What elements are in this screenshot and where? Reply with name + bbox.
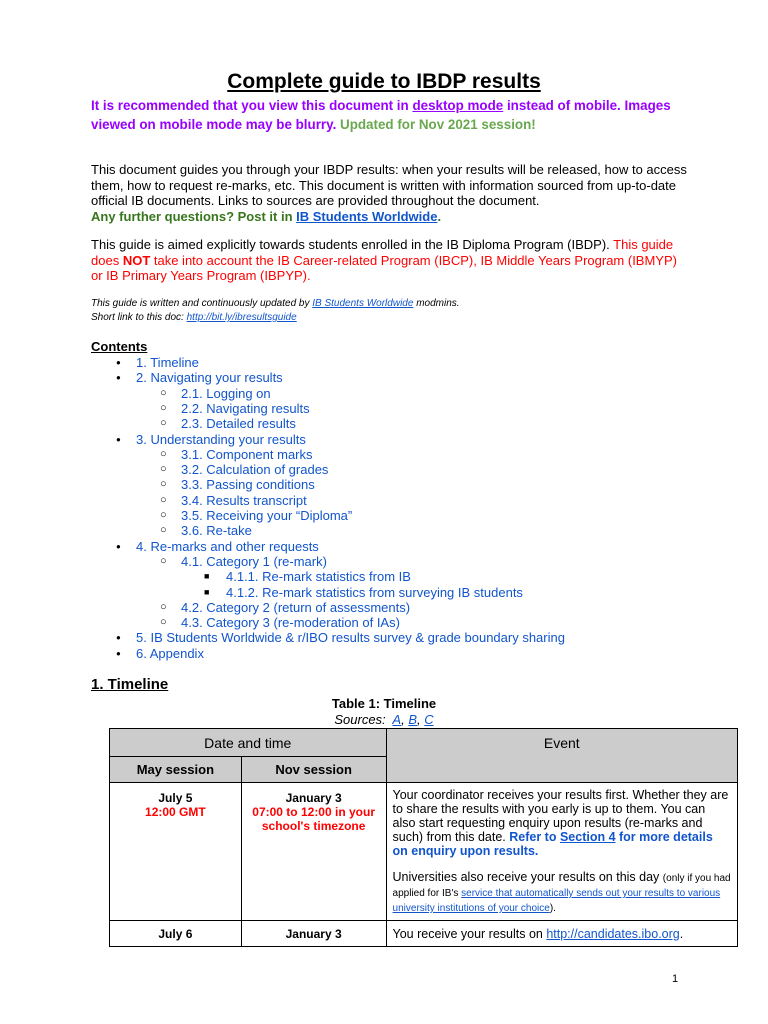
table-sources: Sources: A, B, C bbox=[334, 712, 434, 727]
header-date-time: Date and time bbox=[110, 729, 387, 757]
toc-bullet-icon: ■ bbox=[204, 571, 210, 582]
toc-link-item[interactable]: 3.4. Results transcript bbox=[181, 492, 307, 508]
view-warning bbox=[91, 96, 691, 134]
toc-link-item[interactable]: 2.2. Navigating results bbox=[181, 400, 310, 416]
toc-bullet-icon: ● bbox=[116, 358, 121, 367]
toc-bullet-icon: ● bbox=[116, 648, 121, 658]
toc-bullet-icon: ○ bbox=[160, 616, 167, 629]
row1-may-time: 12:00 GMT bbox=[145, 805, 206, 819]
credit-text-2: modmins. bbox=[413, 298, 460, 309]
page-number: 1 bbox=[672, 973, 679, 985]
row1-nov-date: January 3 bbox=[285, 791, 342, 805]
header-event: Event bbox=[386, 729, 737, 783]
sources-label: Sources: bbox=[334, 712, 386, 727]
table-caption: Table 1: Timeline bbox=[331, 696, 437, 711]
toc-bullet-icon: ○ bbox=[160, 509, 167, 521]
row2-event-text: You receive your results on bbox=[392, 926, 547, 941]
row2-may: July 6 bbox=[110, 921, 242, 947]
warning-text-2: instead of mobile. Images viewed on mobile mode may be blurry. bbox=[91, 98, 671, 132]
row1-more: for more details on enquiry upon results. bbox=[392, 830, 713, 858]
toc-link-item[interactable]: 3.2. Calculation of grades bbox=[181, 462, 329, 478]
timeline-table bbox=[109, 728, 738, 947]
row1-event-para-2 bbox=[393, 870, 731, 915]
toc-link-item[interactable]: 3.6. Re-take bbox=[181, 523, 252, 539]
row1-event bbox=[386, 783, 737, 921]
toc-link-item[interactable]: 4. Re-marks and other requests bbox=[136, 538, 319, 554]
candidates-ibo-link[interactable]: http://candidates.ibo.org bbox=[546, 926, 680, 941]
row1-small-text-2: ). bbox=[549, 903, 556, 914]
row1-event-text: Your coordinator receives your results first. Whether they are to share the results with you early is up to them. You can also start requesting enquiry upon results (re-marks and such) from this date. bbox=[392, 788, 729, 844]
table-row bbox=[110, 921, 738, 947]
toc-bullet-icon: ○ bbox=[160, 554, 167, 567]
toc-link-item[interactable]: 1. Timeline bbox=[136, 355, 199, 370]
section-1-heading: 1. Timeline bbox=[91, 676, 169, 693]
toc-bullet-icon: ● bbox=[116, 633, 121, 643]
questions-end: . bbox=[437, 208, 442, 224]
row1-event-text-2: Universities also receive your results on this day bbox=[392, 870, 663, 884]
row1-nov bbox=[241, 783, 386, 921]
header-may-session: May session bbox=[110, 757, 242, 783]
header-nov-session: Nov session bbox=[241, 757, 386, 783]
row1-may bbox=[110, 783, 242, 921]
doc-title: Complete guide to IBDP results bbox=[227, 70, 541, 93]
toc-link-item[interactable]: 3.5. Receiving your “Diploma” bbox=[181, 508, 353, 523]
source-link-b[interactable]: B bbox=[408, 712, 417, 727]
toc-link-item[interactable]: 3. Understanding your results bbox=[136, 431, 306, 447]
toc-link-item[interactable]: 3.1. Component marks bbox=[181, 446, 313, 462]
toc-bullet-icon: ○ bbox=[160, 600, 167, 613]
credit-link[interactable]: IB Students Worldwide bbox=[312, 298, 414, 309]
updated-note: Updated for Nov 2021 session! bbox=[340, 117, 536, 132]
toc-bullet-icon: ● bbox=[116, 541, 121, 551]
short-link-label: Short link to this doc: bbox=[91, 312, 187, 323]
toc-link-item[interactable]: 6. Appendix bbox=[136, 645, 204, 661]
toc-bullet-icon: ○ bbox=[160, 478, 167, 491]
source-link-c[interactable]: C bbox=[424, 712, 434, 727]
aim-text-3: take into account the IB Career-related Program (IBCP), IB Middle Years Program (IBMYP) or IB Primary Years Program (IBPYP). bbox=[91, 252, 677, 283]
toc-link-item[interactable]: 2.1. Logging on bbox=[181, 385, 271, 401]
aim-paragraph bbox=[91, 237, 691, 284]
toc-link-item[interactable]: 2. Navigating your results bbox=[136, 370, 283, 386]
toc-link-item[interactable]: 4.1.1. Re-mark statistics from IB bbox=[226, 569, 411, 585]
warning-text-1: It is recommended that you view this document in bbox=[91, 98, 413, 113]
row1-refer: Refer to bbox=[509, 830, 560, 844]
toc-link-item[interactable]: 3.3. Passing conditions bbox=[181, 477, 315, 493]
toc-bullet-icon: ○ bbox=[160, 386, 167, 399]
short-link-line bbox=[91, 311, 297, 324]
row2-event bbox=[386, 921, 737, 947]
credit-text-1: This guide is written and continuously updated by bbox=[91, 298, 313, 309]
toc-link-item[interactable]: 4.2. Category 2 (return of assessments) bbox=[181, 599, 411, 615]
ib-students-worldwide-link[interactable]: IB Students Worldwide bbox=[296, 208, 438, 224]
aim-text-2: This guide does bbox=[91, 237, 674, 268]
toc-bullet-icon: ○ bbox=[160, 493, 167, 506]
contents-heading: Contents bbox=[91, 339, 148, 354]
toc-bullet-icon: ○ bbox=[160, 463, 167, 476]
toc-link-item[interactable]: 4.3. Category 3 (re-moderation of IAs) bbox=[181, 615, 400, 631]
toc-link-item[interactable]: 5. IB Students Worldwide & r/IBO results survey & grade boundary sharing bbox=[136, 630, 565, 646]
intro-paragraph bbox=[91, 162, 691, 224]
credit-line bbox=[91, 297, 460, 310]
toc-bullet-icon: ● bbox=[116, 434, 121, 444]
toc-link-item[interactable]: 4.1.2. Re-mark statistics from surveying IB students bbox=[226, 584, 523, 600]
toc-bullet-icon: ○ bbox=[160, 401, 167, 414]
table-row bbox=[110, 783, 738, 921]
section-4-link[interactable]: Section 4 bbox=[559, 830, 616, 844]
aim-not: NOT bbox=[122, 252, 151, 268]
auto-send-service-link[interactable]: service that automatically sends out your results to various university institutions of your choice bbox=[392, 888, 721, 914]
row2-nov: January 3 bbox=[241, 921, 386, 947]
row1-may-date: July 5 bbox=[158, 791, 193, 805]
toc-bullet-icon: ● bbox=[116, 373, 121, 383]
intro-text: This document guides you through your IBDP results: when your results will be released, how to access them, how to request re-marks, etc. This document is written with information sourced from up-to-date official IB documents. Links to sources are provided throughout the document. bbox=[91, 162, 687, 208]
toc-link-item[interactable]: 2.3. Detailed results bbox=[181, 416, 296, 432]
row2-event-end: . bbox=[679, 926, 684, 941]
toc-bullet-icon: ○ bbox=[160, 524, 167, 537]
row1-event-para-1 bbox=[393, 788, 731, 858]
aim-text-1: This guide is aimed explicitly towards students enrolled in the IB Diploma Program (IBDP). bbox=[91, 237, 614, 252]
toc-link-item[interactable]: 4.1. Category 1 (re-mark) bbox=[181, 553, 327, 569]
short-link[interactable]: http://bit.ly/ibresultsguide bbox=[186, 312, 297, 323]
source-link-a[interactable]: A bbox=[392, 712, 402, 727]
toc-bullet-icon: ■ bbox=[204, 586, 210, 597]
toc-bullet-icon: ○ bbox=[160, 417, 167, 430]
row1-nov-time: 07:00 to 12:00 in your school's timezone bbox=[252, 805, 375, 833]
desktop-mode-link[interactable]: desktop mode bbox=[412, 98, 504, 113]
table-header-row bbox=[110, 729, 738, 757]
row1-small-text-1: (only if you had applied for IB's bbox=[392, 873, 731, 899]
toc-bullet-icon: ○ bbox=[160, 447, 167, 460]
questions-text: Any further questions? Post it in bbox=[91, 208, 297, 224]
